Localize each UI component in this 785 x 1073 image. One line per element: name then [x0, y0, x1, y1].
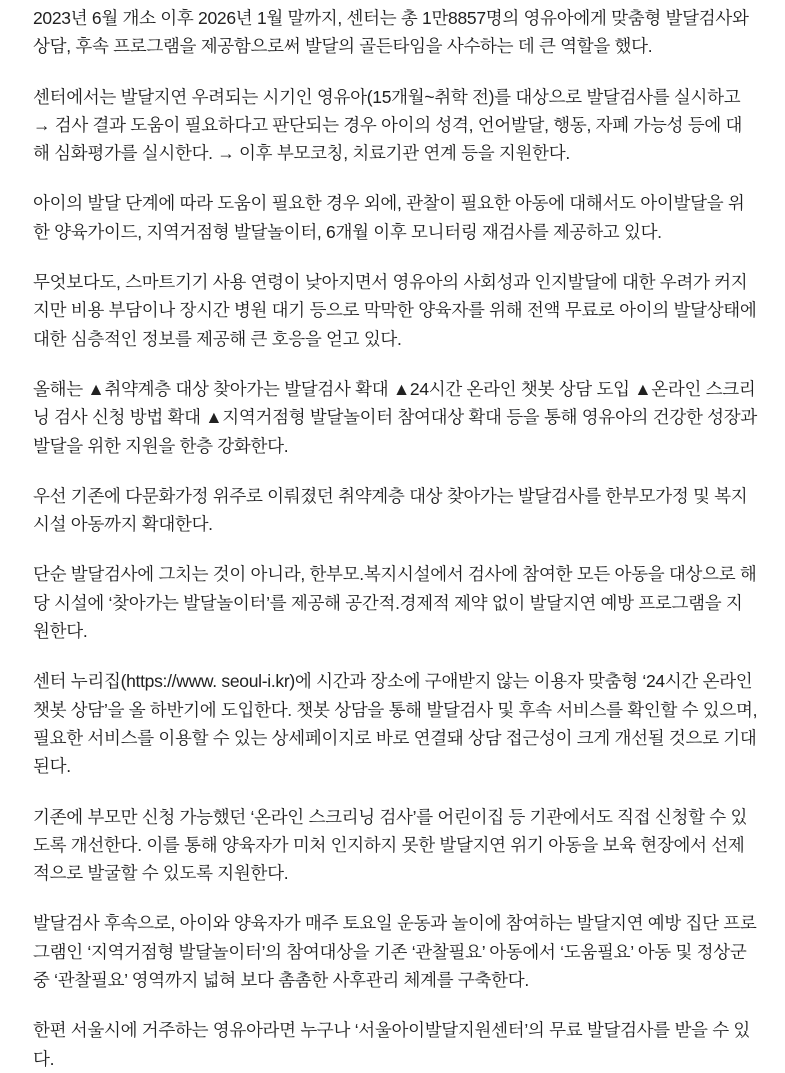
article-paragraph: 단순 발달검사에 그치는 것이 아니라, 한부모.복지시설에서 검사에 참여한 모든 아동을 대상으로 해당 시설에 ‘찾아가는 발달놀이터’를 제공해 공간적.경제적 제약 없이 발달지연 예방 프로그램을 지원한다.	[33, 564, 757, 642]
article-paragraph: 기존에 부모만 신청 가능했던 ‘온라인 스크리닝 검사’를 어린이집 등 기관에서도 직접 신청할 수 있도록 개선한다. 이를 통해 양육자가 미처 인지하지 못한 발달지연 위기 아동을 보육 현장에서 선제적으로 발굴할 수 있도록 지원한다.	[33, 806, 748, 884]
article-paragraph: 무엇보다도, 스마트기기 사용 연령이 낮아지면서 영유아의 사회성과 인지발달에 대한 우려가 커지지만 비용 부담이나 장시간 병원 대기 등으로 막막한 양육자를 위해 전액 무료로 아이의 발달상태에 대한 심층적인 정보를 제공해 큰 호응을 얻고 있다.	[33, 272, 757, 349]
article-paragraph: 센터에서는 발달지연 우려되는 시기인 영유아(15개월~취학 전)를 대상으로 발달검사를 실시하고 → 검사 결과 도움이 필요하다고 판단되는 경우 아이의 성격, 언어발달, 행동, 자폐 가능성 등에 대해 심화평가를 실시한다. → 이후 부모코칭, 치료기관 연계 등을 지원한다.	[33, 86, 743, 164]
article-paragraph: 발달검사 후속으로, 아이와 양육자가 매주 토요일 운동과 놀이에 참여하는 발달지연 예방 집단 프로그램인 ‘지역거점형 발달놀이터’의 참여대상을 기존 ‘관찰필요’ 아동에서 ‘도움필요’ 아동 및 정상군 중 ‘관찰필요’ 영역까지 넓혀 보다 촘촘한 사후관리 체계를 구축한다.	[33, 913, 757, 991]
article-paragraph: 센터 누리집(https://www. seoul-i.kr)에 시간과 장소에 구애받지 않는 이용자 맞춤형 ‘24시간 온라인 챗봇 상담’을 올 하반기에 도입한다. 챗봇 상담을 통해 발달검사 및 후속 서비스를 확인할 수 있으며, 필요한 서비스를 이용할 수 있는 상세페이지로 바로 연결돼 상담 접근성이 크게 개선될 것으로 기대된다.	[33, 671, 758, 777]
article-paragraph: 우선 기존에 다문화가정 위주로 이뤄졌던 취약계층 대상 찾아가는 발달검사를 한부모가정 및 복지시설 아동까지 확대한다.	[33, 485, 748, 535]
article-paragraph: 2023년 6월 개소 이후 2026년 1월 말까지, 센터는 총 1만8857명의 영유아에게 맞춤형 발달검사와 상담, 후속 프로그램을 제공함으로써 발달의 골든타임을 사수하는 데 큰 역할을 했다.	[33, 8, 749, 57]
article-paragraph: 아이의 발달 단계에 따라 도움이 필요한 경우 외에, 관찰이 필요한 아동에 대해서도 아이발달을 위한 양육가이드, 지역거점형 발달놀이터, 6개월 이후 모니터링 재검사를 제공하고 있다.	[33, 193, 745, 242]
article-paragraph: 한편 서울시에 거주하는 영유아라면 누구나 ‘서울아이발달지원센터’의 무료 발달검사를 받을 수 있다.	[33, 1020, 750, 1069]
article-paragraph: 올해는 ▲취약계층 대상 찾아가는 발달검사 확대 ▲24시간 온라인 챗봇 상담 도입 ▲온라인 스크리닝 검사 신청 방법 확대 ▲지역거점형 발달놀이터 참여대상 확대 등을 통해 영유아의 건강한 성장과 발달을 위한 지원을 한층 강화한다.	[33, 378, 757, 456]
